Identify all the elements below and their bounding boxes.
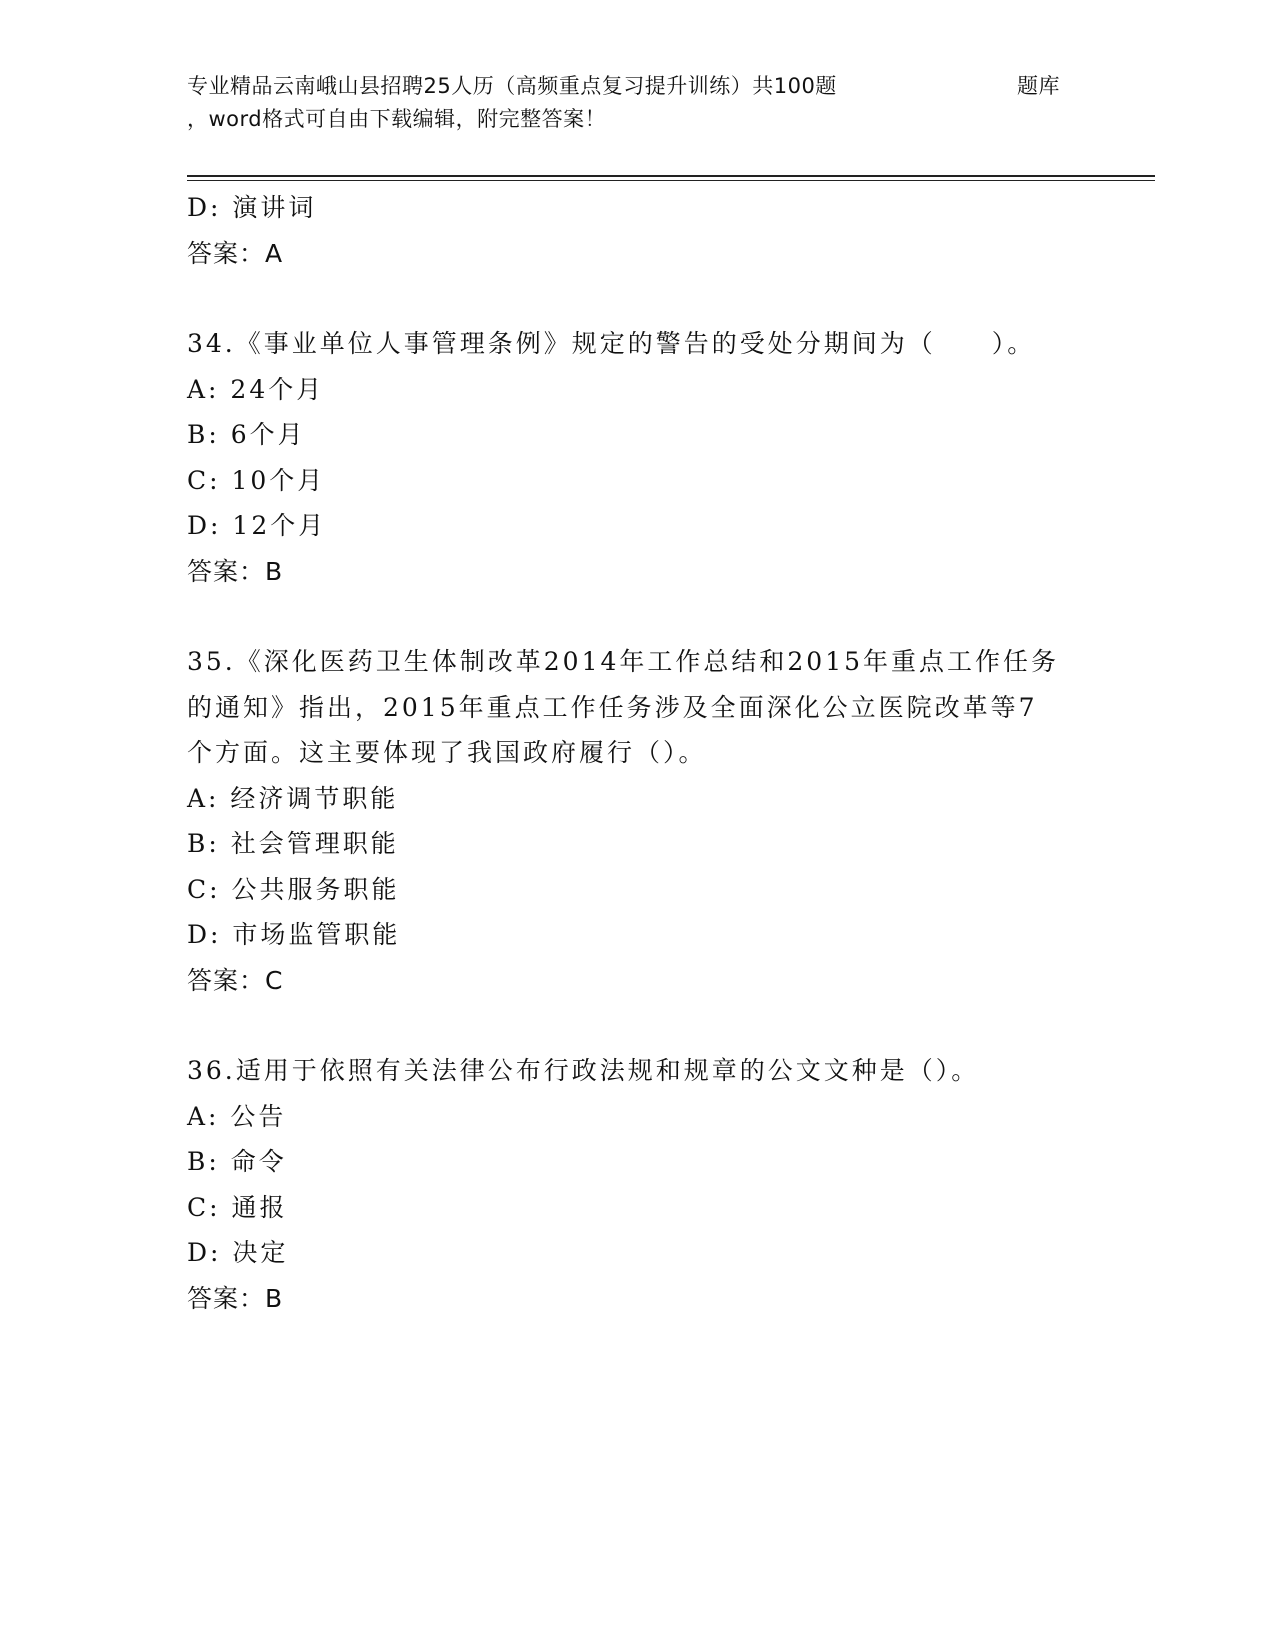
option-a: A: 经济调节职能 bbox=[187, 783, 399, 813]
option-d: D: 市场监管职能 bbox=[187, 920, 401, 949]
question-stem: 36.适用于依照有关法律公布行政法规和规章的公文文种是（）。 bbox=[187, 1056, 980, 1085]
header-tag: 题库 bbox=[1017, 74, 1060, 98]
prev-option-d: D: 演讲词 bbox=[187, 193, 317, 222]
question-stem-line-1: 35.《深化医药卫生体制改革2014年工作总结和2015年重点工作任务 bbox=[187, 647, 1060, 676]
option-c: C: 公共服务职能 bbox=[187, 874, 400, 904]
option-d: D: 决定 bbox=[187, 1238, 289, 1267]
answer: 答案：B bbox=[187, 556, 284, 586]
option-b: B: 社会管理职能 bbox=[187, 829, 399, 858]
question-content bbox=[187, 185, 1087, 1321]
spacer bbox=[187, 1003, 1087, 1048]
spacer bbox=[187, 276, 1087, 321]
header-subtitle: ，word格式可自由下载编辑，附完整答案！ bbox=[187, 107, 607, 131]
page-header bbox=[187, 70, 1077, 136]
option-a: A: 公告 bbox=[187, 1101, 287, 1131]
question-36 bbox=[187, 1048, 1087, 1321]
option-d: D: 12个月 bbox=[187, 511, 327, 540]
header-title-line bbox=[187, 70, 1077, 103]
spacer bbox=[187, 594, 1087, 639]
question-35 bbox=[187, 639, 1087, 1003]
answer: 答案：C bbox=[187, 965, 284, 995]
question-stem: 34.《事业单位人事管理条例》规定的警告的受处分期间为（ ）。 bbox=[187, 329, 1036, 358]
header-title: 专业精品云南峨山县招聘25人历（高频重点复习提升训练）共100题 bbox=[187, 74, 837, 98]
option-a: A: 24个月 bbox=[187, 374, 325, 404]
prev-answer: 答案：A bbox=[187, 238, 284, 268]
question-stem-line-3: 个方面。这主要体现了我国政府履行（）。 bbox=[187, 738, 707, 767]
question-stem-line-2: 的通知》指出，2015年重点工作任务涉及全面深化公立医院改革等7 bbox=[187, 692, 1038, 722]
option-b: B: 6个月 bbox=[187, 420, 306, 449]
option-c: C: 通报 bbox=[187, 1192, 288, 1222]
question-34 bbox=[187, 321, 1087, 594]
header-divider bbox=[187, 175, 1155, 181]
answer: 答案：B bbox=[187, 1283, 284, 1313]
option-b: B: 命令 bbox=[187, 1147, 287, 1176]
option-c: C: 10个月 bbox=[187, 465, 326, 495]
